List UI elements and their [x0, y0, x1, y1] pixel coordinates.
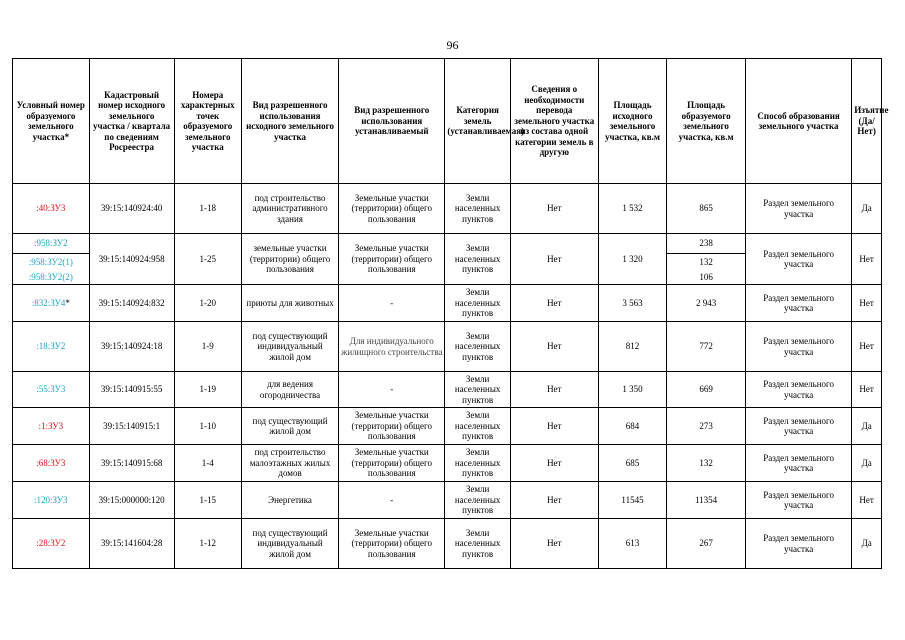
plot-number: :28:ЗУ2	[13, 519, 90, 569]
use-new: Земельные участки (территории) общего пользования	[339, 234, 445, 285]
points: 1-4	[174, 445, 241, 482]
formation-method: Раздел земельного участка	[745, 322, 851, 372]
column-header: Способ образования земельного участка	[745, 59, 851, 184]
area-new: 865	[667, 184, 746, 234]
area-source: 1 350	[598, 372, 666, 408]
use-source: под существующий индивидуальный жилой дом	[241, 519, 338, 569]
land-category: Земли населенных пунктов	[445, 408, 510, 445]
area-source: 1 320	[598, 234, 666, 285]
column-header: Категория земель (устанавливаемая)	[445, 59, 510, 184]
plot-number: :120:ЗУ3	[13, 482, 90, 519]
formation-method: Раздел земельного участка	[745, 519, 851, 569]
use-source: под строительство малоэтажных жилых домов	[241, 445, 338, 482]
use-source: под существующий жилой дом	[241, 408, 338, 445]
formation-method: Раздел земельного участка	[745, 285, 851, 322]
transfer-info: Нет	[510, 372, 598, 408]
points: 1-18	[174, 184, 241, 234]
land-plots-table	[12, 58, 889, 569]
use-new: Земельные участки (территории) общего пользования	[339, 445, 445, 482]
plot-number	[13, 285, 90, 322]
cadastral-number: 39:15:140924:832	[89, 285, 174, 322]
land-category: Земли населенных пунктов	[445, 234, 510, 285]
table-row	[13, 372, 882, 408]
table-row	[13, 322, 882, 372]
area-source: 11545	[598, 482, 666, 519]
table-row	[13, 519, 882, 569]
plot-number: :18:ЗУ2	[13, 322, 90, 372]
transfer-info: Нет	[510, 234, 598, 285]
plot-number: :68:ЗУ3	[13, 445, 90, 482]
use-new: -	[339, 285, 445, 322]
area-new: 132	[667, 254, 746, 270]
points: 1-15	[174, 482, 241, 519]
cadastral-number: 39:15:140924:18	[89, 322, 174, 372]
cadastral-number: 39:15:141604:28	[89, 519, 174, 569]
page-number: 96	[446, 38, 459, 52]
footnote-star: *	[65, 297, 70, 308]
plot-number: :40:ЗУ3	[13, 184, 90, 234]
seizure: Нет	[852, 322, 882, 372]
use-new: -	[339, 482, 445, 519]
land-category: Земли населенных пунктов	[445, 184, 510, 234]
use-source: под строительство административного здания	[241, 184, 338, 234]
transfer-info: Нет	[510, 285, 598, 322]
plot-number: :1:ЗУ3	[13, 408, 90, 445]
formation-method: Раздел земельного участка	[745, 408, 851, 445]
column-header: Площадь образуемого земельного участка, кв.м	[667, 59, 746, 184]
formation-method: Раздел земельного участка	[745, 234, 851, 285]
area-source: 613	[598, 519, 666, 569]
area-new: 267	[667, 519, 746, 569]
use-source: земельные участки (территории) общего пользования	[241, 234, 338, 285]
transfer-info: Нет	[510, 482, 598, 519]
seizure: Нет	[852, 285, 882, 322]
formation-method: Раздел земельного участка	[745, 184, 851, 234]
plot-number: :958:ЗУ2(1)	[13, 254, 90, 270]
area-new: 669	[667, 372, 746, 408]
formation-method: Раздел земельного участка	[745, 482, 851, 519]
table-row	[13, 184, 882, 234]
use-source: Энергетика	[241, 482, 338, 519]
area-new: 106	[667, 270, 746, 285]
table-header-row	[13, 59, 882, 184]
area-new: 2 943	[667, 285, 746, 322]
seizure: Да	[852, 519, 882, 569]
transfer-info: Нет	[510, 184, 598, 234]
area-source: 684	[598, 408, 666, 445]
points: 1-25	[174, 234, 241, 285]
column-header: Площадь исходного земельного участка, кв.м	[598, 59, 666, 184]
land-category: Земли населенных пунктов	[445, 372, 510, 408]
points: 1-9	[174, 322, 241, 372]
area-source: 3 563	[598, 285, 666, 322]
column-header: Сведения о необходимости перевода земельного участка из состава одной категории земель в другую	[510, 59, 598, 184]
cadastral-number: 39:15:140915:55	[89, 372, 174, 408]
plot-number: :55:ЗУ3	[13, 372, 90, 408]
cadastral-number: 39:15:000000:120	[89, 482, 174, 519]
land-category: Земли населенных пунктов	[445, 322, 510, 372]
use-new: -	[339, 372, 445, 408]
table-row	[13, 285, 882, 322]
transfer-info: Нет	[510, 322, 598, 372]
area-new: 273	[667, 408, 746, 445]
area-new: 11354	[667, 482, 746, 519]
column-header: Номера характерных точек образуемого земельного участка	[174, 59, 241, 184]
seizure: Нет	[852, 482, 882, 519]
column-header: Кадастровый номер исходного земельного участка / квартала по сведениям Росреестра	[89, 59, 174, 184]
seizure: Да	[852, 184, 882, 234]
area-new: 238	[667, 234, 746, 254]
land-category: Земли населенных пунктов	[445, 285, 510, 322]
points: 1-19	[174, 372, 241, 408]
column-header: Изъятие (Да/ Нет)	[852, 59, 882, 184]
plot-number: :958:ЗУ2	[13, 234, 90, 254]
area-source: 1 532	[598, 184, 666, 234]
seizure: Да	[852, 408, 882, 445]
cadastral-number: 39:15:140924:40	[89, 184, 174, 234]
use-new: Земельные участки (территории) общего пользования	[339, 519, 445, 569]
use-new: Земельные участки (территории) общего пользования	[339, 408, 445, 445]
area-new: 772	[667, 322, 746, 372]
area-new: 132	[667, 445, 746, 482]
plot-number: :958:ЗУ2(2)	[13, 270, 90, 285]
cadastral-number: 39:15:140915:1	[89, 408, 174, 445]
land-category: Земли населенных пунктов	[445, 482, 510, 519]
cadastral-number: 39:15:140924:958	[89, 234, 174, 285]
land-category: Земли населенных пунктов	[445, 519, 510, 569]
transfer-info: Нет	[510, 519, 598, 569]
transfer-info: Нет	[510, 445, 598, 482]
use-source: для ведения огородничества	[241, 372, 338, 408]
table-row	[13, 234, 882, 254]
column-header: Условный номер образуемого земельного участка*	[13, 59, 90, 184]
use-source: под существующий индивидуальный жилой дом	[241, 322, 338, 372]
points: 1-12	[174, 519, 241, 569]
use-new: Земельные участки (территории) общего пользования	[339, 184, 445, 234]
formation-method: Раздел земельного участка	[745, 445, 851, 482]
use-new: Для индивидуального жилищного строительства	[339, 322, 445, 372]
table-row	[13, 408, 882, 445]
land-category: Земли населенных пунктов	[445, 445, 510, 482]
table-row	[13, 482, 882, 519]
seizure: Да	[852, 445, 882, 482]
points: 1-20	[174, 285, 241, 322]
points: 1-10	[174, 408, 241, 445]
column-header: Вид разрешенного использования устанавливаемый	[339, 59, 445, 184]
transfer-info: Нет	[510, 408, 598, 445]
column-header: Вид разрешенного использования исходного земельного участка	[241, 59, 338, 184]
table-row	[13, 445, 882, 482]
formation-method: Раздел земельного участка	[745, 372, 851, 408]
cadastral-number: 39:15:140915:68	[89, 445, 174, 482]
seizure: Нет	[852, 372, 882, 408]
plot-number-text: :832:ЗУ4	[31, 297, 66, 308]
use-source: приюты для животных	[241, 285, 338, 322]
area-source: 685	[598, 445, 666, 482]
seizure: Нет	[852, 234, 882, 285]
area-source: 812	[598, 322, 666, 372]
